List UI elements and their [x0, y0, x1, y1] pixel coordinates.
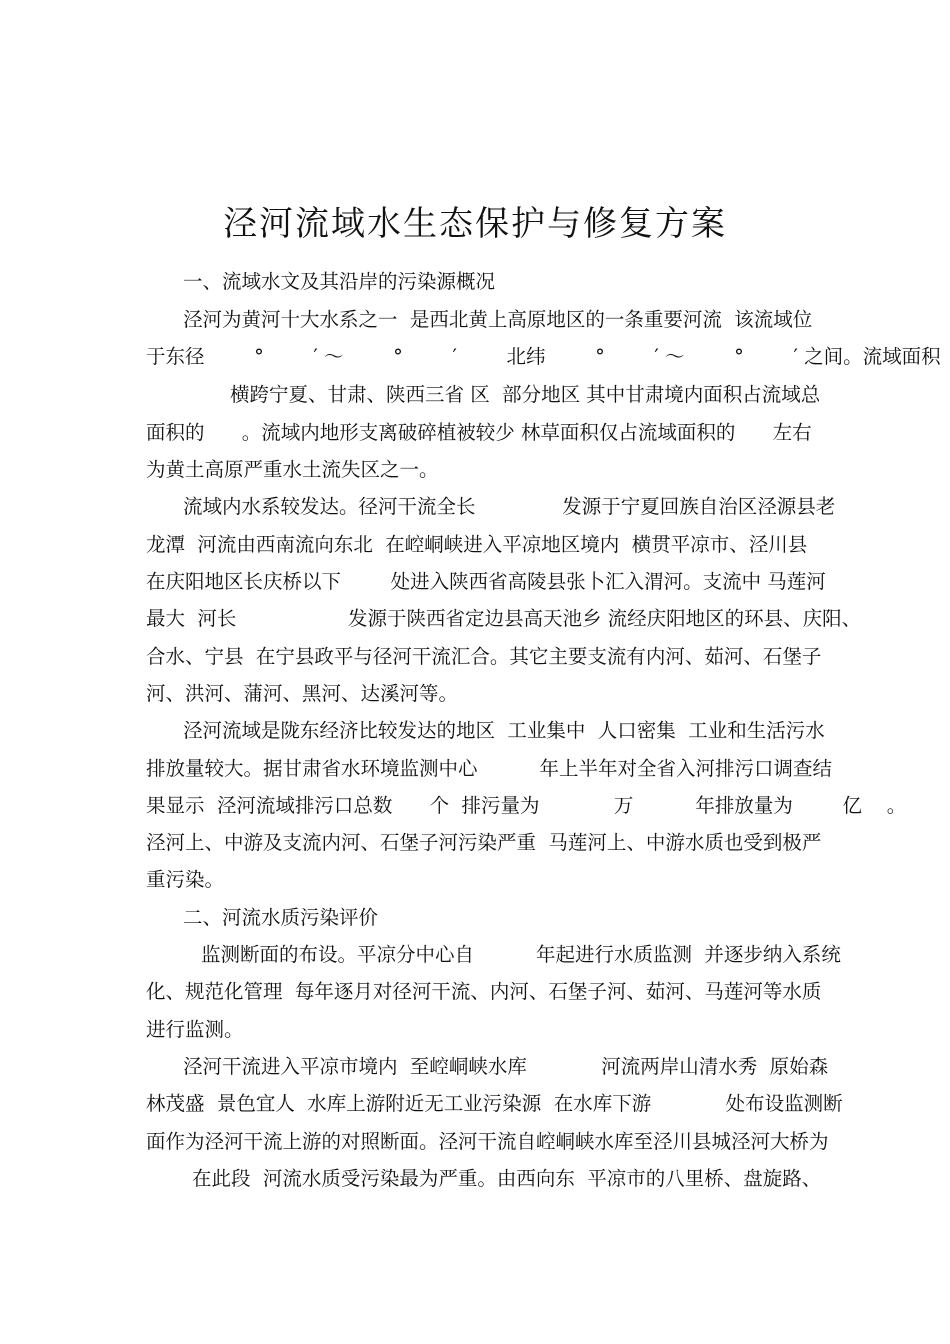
paragraph-line: 林茂盛 景色宜人 水库上游附近无工业污染源 在水库下游 处布设监测断 — [146, 1092, 843, 1115]
paragraph-line: 重污染。 — [146, 868, 225, 891]
paragraph-line: 面积的 。流域内地形支离破碎植被较少 林草面积仅占流域面积的 左右 — [146, 421, 812, 444]
paragraph-line: 泾河上、中游及支流内河、石堡子河污染严重 马莲河上、中游水质也受到极严 — [146, 831, 822, 854]
paragraph-line: 进行监测。 — [146, 1018, 244, 1041]
paragraph-line: 为黄土高原严重水土流失区之一。 — [146, 458, 439, 481]
paragraph-line: 合水、宁县 在宁县政平与径河干流汇合。其它主要支流有内河、茹河、石堡子 — [146, 645, 822, 668]
paragraph-line: 于东径 ° ′ ～ ° ′ 北纬 ° ′ ～ ° ′ 之间。流域面积 — [146, 345, 941, 368]
paragraph-line: 在庆阳地区长庆桥以下 处进入陕西省高陵县张卜汇入渭河。支流中 马莲河 — [146, 570, 826, 593]
paragraph-line: 龙潭 河流由西南流向东北 在崆峒峡进入平凉地区境内 横贯平凉市、泾川县 — [146, 533, 808, 556]
paragraph-line: 面作为泾河干流上游的对照断面。泾河干流自崆峒峡水库至泾川县城泾河大桥为 — [146, 1130, 829, 1153]
section-heading-1: 一、流域水文及其沿岸的污染源概况 — [183, 270, 496, 293]
paragraph-line: 流域内水系较发达。径河干流全长 发源于宁夏回族自治区泾源县老 — [183, 495, 836, 518]
paragraph-line: 河、洪河、蒲河、黑河、达溪河等。 — [146, 682, 459, 705]
paragraph-line: 泾河流域是陇东经济比较发达的地区 工业集中 人口密集 工业和生活污水 — [183, 719, 825, 742]
document-title: 泾河流域水生态保护与修复方案 — [223, 204, 727, 244]
paragraph-line: 最大 河长 发源于陕西省定边县高天池乡 流经庆阳地区的环县、庆阳、 — [146, 607, 862, 630]
paragraph-line: 横跨宁夏、甘肃、陕西三省 区 部分地区 其中甘肃境内面积占流域总 — [230, 383, 821, 406]
paragraph-line: 在此段 河流水质受污染最为严重。由西向东 平凉市的八里桥、盘旋路、 — [192, 1167, 822, 1190]
paragraph-line: 泾河为黄河十大水系之一 是西北黄上高原地区的一条重要河流 该流域位 — [183, 308, 813, 331]
paragraph-line: 化、规范化管理 每年逐月对径河干流、内河、石堡子河、茹河、马莲河等水质 — [146, 980, 822, 1003]
paragraph-line: 监测断面的布设。平凉分中心自 年起进行水质监测 并逐步纳入系统 — [201, 943, 841, 966]
paragraph-line: 果显示 泾河流域排污口总数 个 排污量为 万 年排放量为 亿 。 — [146, 794, 907, 817]
paragraph-line: 泾河干流进入平凉市境内 至崆峒峡水库 河流两岸山清水秀 原始森 — [183, 1055, 829, 1078]
section-heading-2: 二、河流水质污染评价 — [183, 906, 379, 929]
paragraph-line: 排放量较大。据甘肃省水环境监测中心 年上半年对全省入河排污口调查结 — [146, 757, 832, 780]
